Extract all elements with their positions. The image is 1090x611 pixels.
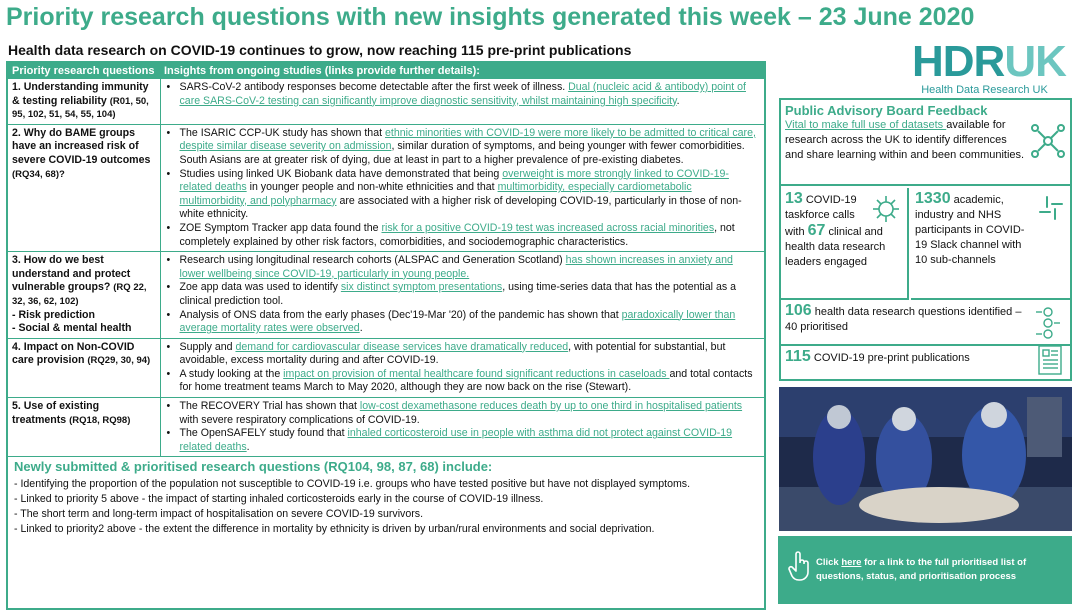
hdruk-logo <box>912 37 1072 96</box>
new-questions-section <box>8 457 764 539</box>
abc-list-icon <box>1033 306 1063 340</box>
insights-cell <box>160 79 764 124</box>
insight-link[interactable]: has shown increases in anxiety and lower wellbeing since COVID-19, particularly in young people. <box>179 254 733 280</box>
insight-text: . <box>246 440 250 453</box>
insight-link[interactable]: multimorbidity, especially cardiometabolic multimorbidity, and polypharmacy <box>179 181 692 207</box>
question-subtopic: - Risk prediction <box>12 308 95 321</box>
priority-question <box>8 398 160 457</box>
new-question-item: - Linked to priority 5 above - the impact of starting inhaled corticosteroids early in the course of COVID-19 illness. <box>14 493 544 506</box>
leaders-number: 67 <box>807 222 826 239</box>
question-text: 1. Understanding immunity & testing reliability <box>12 81 149 107</box>
insight-text: , not completely explained by other risk factors, comorbidities, and sociodemographic characteristics. <box>179 221 735 248</box>
insight-item <box>165 341 761 368</box>
rq-number: 106 <box>785 302 812 319</box>
logo-uk: UK <box>1004 37 1066 86</box>
insight-text: . <box>359 322 363 335</box>
priority-question <box>8 79 160 124</box>
insight-link[interactable]: ethnic minorities with COVID-19 were more likely to be admitted to critical care, despite similar disease severity on admission <box>179 126 756 153</box>
insight-link[interactable]: six distinct symptom presentations <box>340 281 503 294</box>
question-text: 4. Impact on Non-COVID care provision <box>12 340 135 367</box>
insight-text: Research using longitudinal research cohorts (ALSPAC and Generation Scotland) <box>179 254 566 267</box>
page-title: Priority research questions with new insights generated this week – 23 June 2020 <box>6 3 975 31</box>
insight-item <box>165 368 761 395</box>
insight-item <box>165 281 761 308</box>
slack-text: academic, industry and NHS participants in COVID-19 Slack channel with 10 sub-channels <box>915 194 1025 266</box>
insight-text: with severe respiratory complications of COVID-19. <box>179 413 420 426</box>
calls-number: 13 <box>785 190 803 207</box>
slack-number: 1330 <box>915 190 951 207</box>
insight-item <box>165 427 761 454</box>
network-icon <box>1029 122 1067 160</box>
insight-text: A study looking at the <box>179 367 284 380</box>
insight-link[interactable]: paradoxically lower than average mortality rates were observed <box>179 308 736 335</box>
table-row <box>8 124 764 251</box>
cta-text: Click here for a link to the full prioritised list of questions, status, and prioritisation process <box>816 557 1027 582</box>
logo-hdr: HDR <box>912 37 1005 86</box>
pab-link[interactable]: Vital to make full use of datasets <box>785 119 947 131</box>
question-refs: (R01, 50, 95, 102, 51, 54, 55, 104) <box>12 95 149 121</box>
hospital-photo <box>779 387 1072 531</box>
insight-text: , using time-series data that has the potential as a clinical prediction tool. <box>179 281 736 307</box>
question-text: 3. How do we best understand and protect vulnerable groups? <box>12 254 131 294</box>
insights-cell <box>160 398 764 457</box>
insights-cell <box>160 124 764 251</box>
research-questions-stat <box>781 300 1070 346</box>
question-text: 2. Why do BAME groups have an increased risk of severe COVID-19 outcomes <box>12 126 151 166</box>
insight-text: are associated with a higher risk of developing COVID-19, particularly in those of non-white ethnicity. <box>179 194 742 221</box>
insight-text: Analysis of ONS data from the early phases (Dec'19-Mar '20) of the pandemic has shown that <box>179 308 622 321</box>
table-row <box>8 398 764 457</box>
insight-link[interactable]: risk for a positive COVID-19 test was increased across racial minorities <box>381 221 715 234</box>
priority-question <box>8 124 160 251</box>
publications-stat <box>781 346 1070 379</box>
insight-text: , similar duration of symptoms, and being younger with fewer comorbidities. South Asians are at greater risk of dying, due at least in part to a higher prevalence of pre-existing diabetes. <box>179 140 745 166</box>
new-question-item: - Linked to priority2 above - the extent the difference in mortality by ethnicity is driven by urban/rural environments and social deprivation. <box>14 523 655 536</box>
insight-link[interactable]: overweight is more strongly linked to COVID-19-related deaths <box>179 167 729 194</box>
research-table-container <box>6 61 766 610</box>
pab-title: Public Advisory Board Feedback <box>785 103 988 118</box>
insight-item <box>165 254 761 281</box>
public-advisory-board <box>781 100 1070 186</box>
insights-cell <box>160 252 764 339</box>
insight-text: Studies using linked UK Biobank data have demonstrated that being <box>179 167 503 180</box>
insight-item <box>165 168 761 222</box>
pab-text: Vital to make full use of datasets available for research across the UK to identify differences and share learning within and been communities. <box>785 119 1025 161</box>
table-row <box>8 338 764 397</box>
insight-text: in younger people and non-white ethnicities and that <box>246 181 498 194</box>
question-refs: (RQ18, RQ98) <box>69 414 131 426</box>
question-subtopic: - Social & mental health <box>12 322 132 335</box>
insight-item <box>165 309 761 336</box>
cta-banner[interactable] <box>778 536 1072 604</box>
slack-icon <box>1037 194 1065 222</box>
header-insights: Insights from ongoing studies (links provide further details): <box>160 63 764 79</box>
insight-link[interactable]: low-cost dexamethasone reduces death by up to one third in hospitalised patients <box>359 400 743 413</box>
insight-item <box>165 400 761 427</box>
pub-number: 115 <box>785 348 811 365</box>
insight-text: and total contacts for home treatment teams March to May 2020, although they are now back on the rise (Stewart). <box>179 367 753 394</box>
insight-text: The ISARIC CCP-UK study has shown that <box>179 126 385 139</box>
calls-text: COVID-19 taskforce calls <box>785 194 857 221</box>
insight-link[interactable]: impact on provision of mental healthcare found significant reductions in caseloads <box>283 367 670 380</box>
insight-text: The RECOVERY Trial has shown that <box>179 400 360 413</box>
insight-text: ZOE Symptom Tracker app data found the <box>179 221 382 234</box>
insight-text: SARS-CoV-2 antibody responses become detectable after the first week of illness. <box>179 81 569 93</box>
insight-text: Zoe app data was used to identify <box>179 281 341 294</box>
pub-text: COVID-19 pre-print publications <box>810 352 970 364</box>
insight-link[interactable]: Dual (nucleic acid & antibody) point of care SARS-CoV-2 testing can significantly improve diagnostic sensitivity, whilst maintaining high specificity <box>179 81 746 107</box>
taskforce-calls-stat: 13 COVID-19 taskforce calls with 67 clinical and health data research leaders engaged <box>781 188 909 300</box>
hand-pointer-icon <box>788 550 812 582</box>
insight-item <box>165 222 761 249</box>
insight-text: , with potential for substantial, but avoidable, excess mortality during and after COVID-19. <box>179 340 726 367</box>
new-question-item: - The short term and long-term impact of hospitalisation on severe COVID-19 survivors. <box>14 508 424 521</box>
question-refs: (RQ 22, 32, 36, 62, 102) <box>12 282 147 307</box>
insights-cell <box>160 338 764 397</box>
cta-link[interactable]: here <box>841 557 862 568</box>
insight-text: The OpenSAFELY study found that <box>179 427 348 440</box>
header-questions: Priority research questions <box>8 63 160 79</box>
new-question-item: - Identifying the proportion of the population not susceptible to COVID-19 i.e. groups who have tested positive but have not displayed symptoms. <box>14 478 691 491</box>
publication-icon <box>1035 344 1065 376</box>
insight-item <box>165 81 761 108</box>
priority-question <box>8 252 160 339</box>
table-row <box>8 79 764 124</box>
insight-link[interactable]: demand for cardiovascular disease services have dramatically reduced <box>235 340 569 353</box>
insight-text: . <box>676 94 680 107</box>
insight-text: Supply and <box>179 340 236 353</box>
question-text: 5. Use of existing treatments <box>12 400 100 426</box>
new-questions-title: Newly submitted & prioritised research questions (RQ104, 98, 87, 68) include: <box>14 459 493 475</box>
logo-subtext: Health Data Research UK <box>921 84 1048 96</box>
question-refs: (RQ29, 30, 94) <box>87 355 151 367</box>
research-table <box>8 63 764 457</box>
page-subtitle: Health data research on COVID-19 continues to grow, now reaching 115 pre-print publications <box>8 42 632 58</box>
virus-icon <box>871 194 901 224</box>
question-refs: (RQ34, 68)? <box>12 168 65 180</box>
leaders-text: clinical and health data research leaders engaged <box>785 226 886 268</box>
insight-link[interactable]: inhaled corticosteroid use in people with asthma did not protect against COVID-19 related deaths <box>179 427 733 453</box>
priority-question <box>8 338 160 397</box>
insight-item <box>165 127 761 168</box>
slack-participants-stat <box>911 188 1070 300</box>
table-row <box>8 252 764 339</box>
stats-panel <box>779 98 1072 381</box>
rq-text: health data research questions identified – 40 prioritised <box>785 306 1022 333</box>
